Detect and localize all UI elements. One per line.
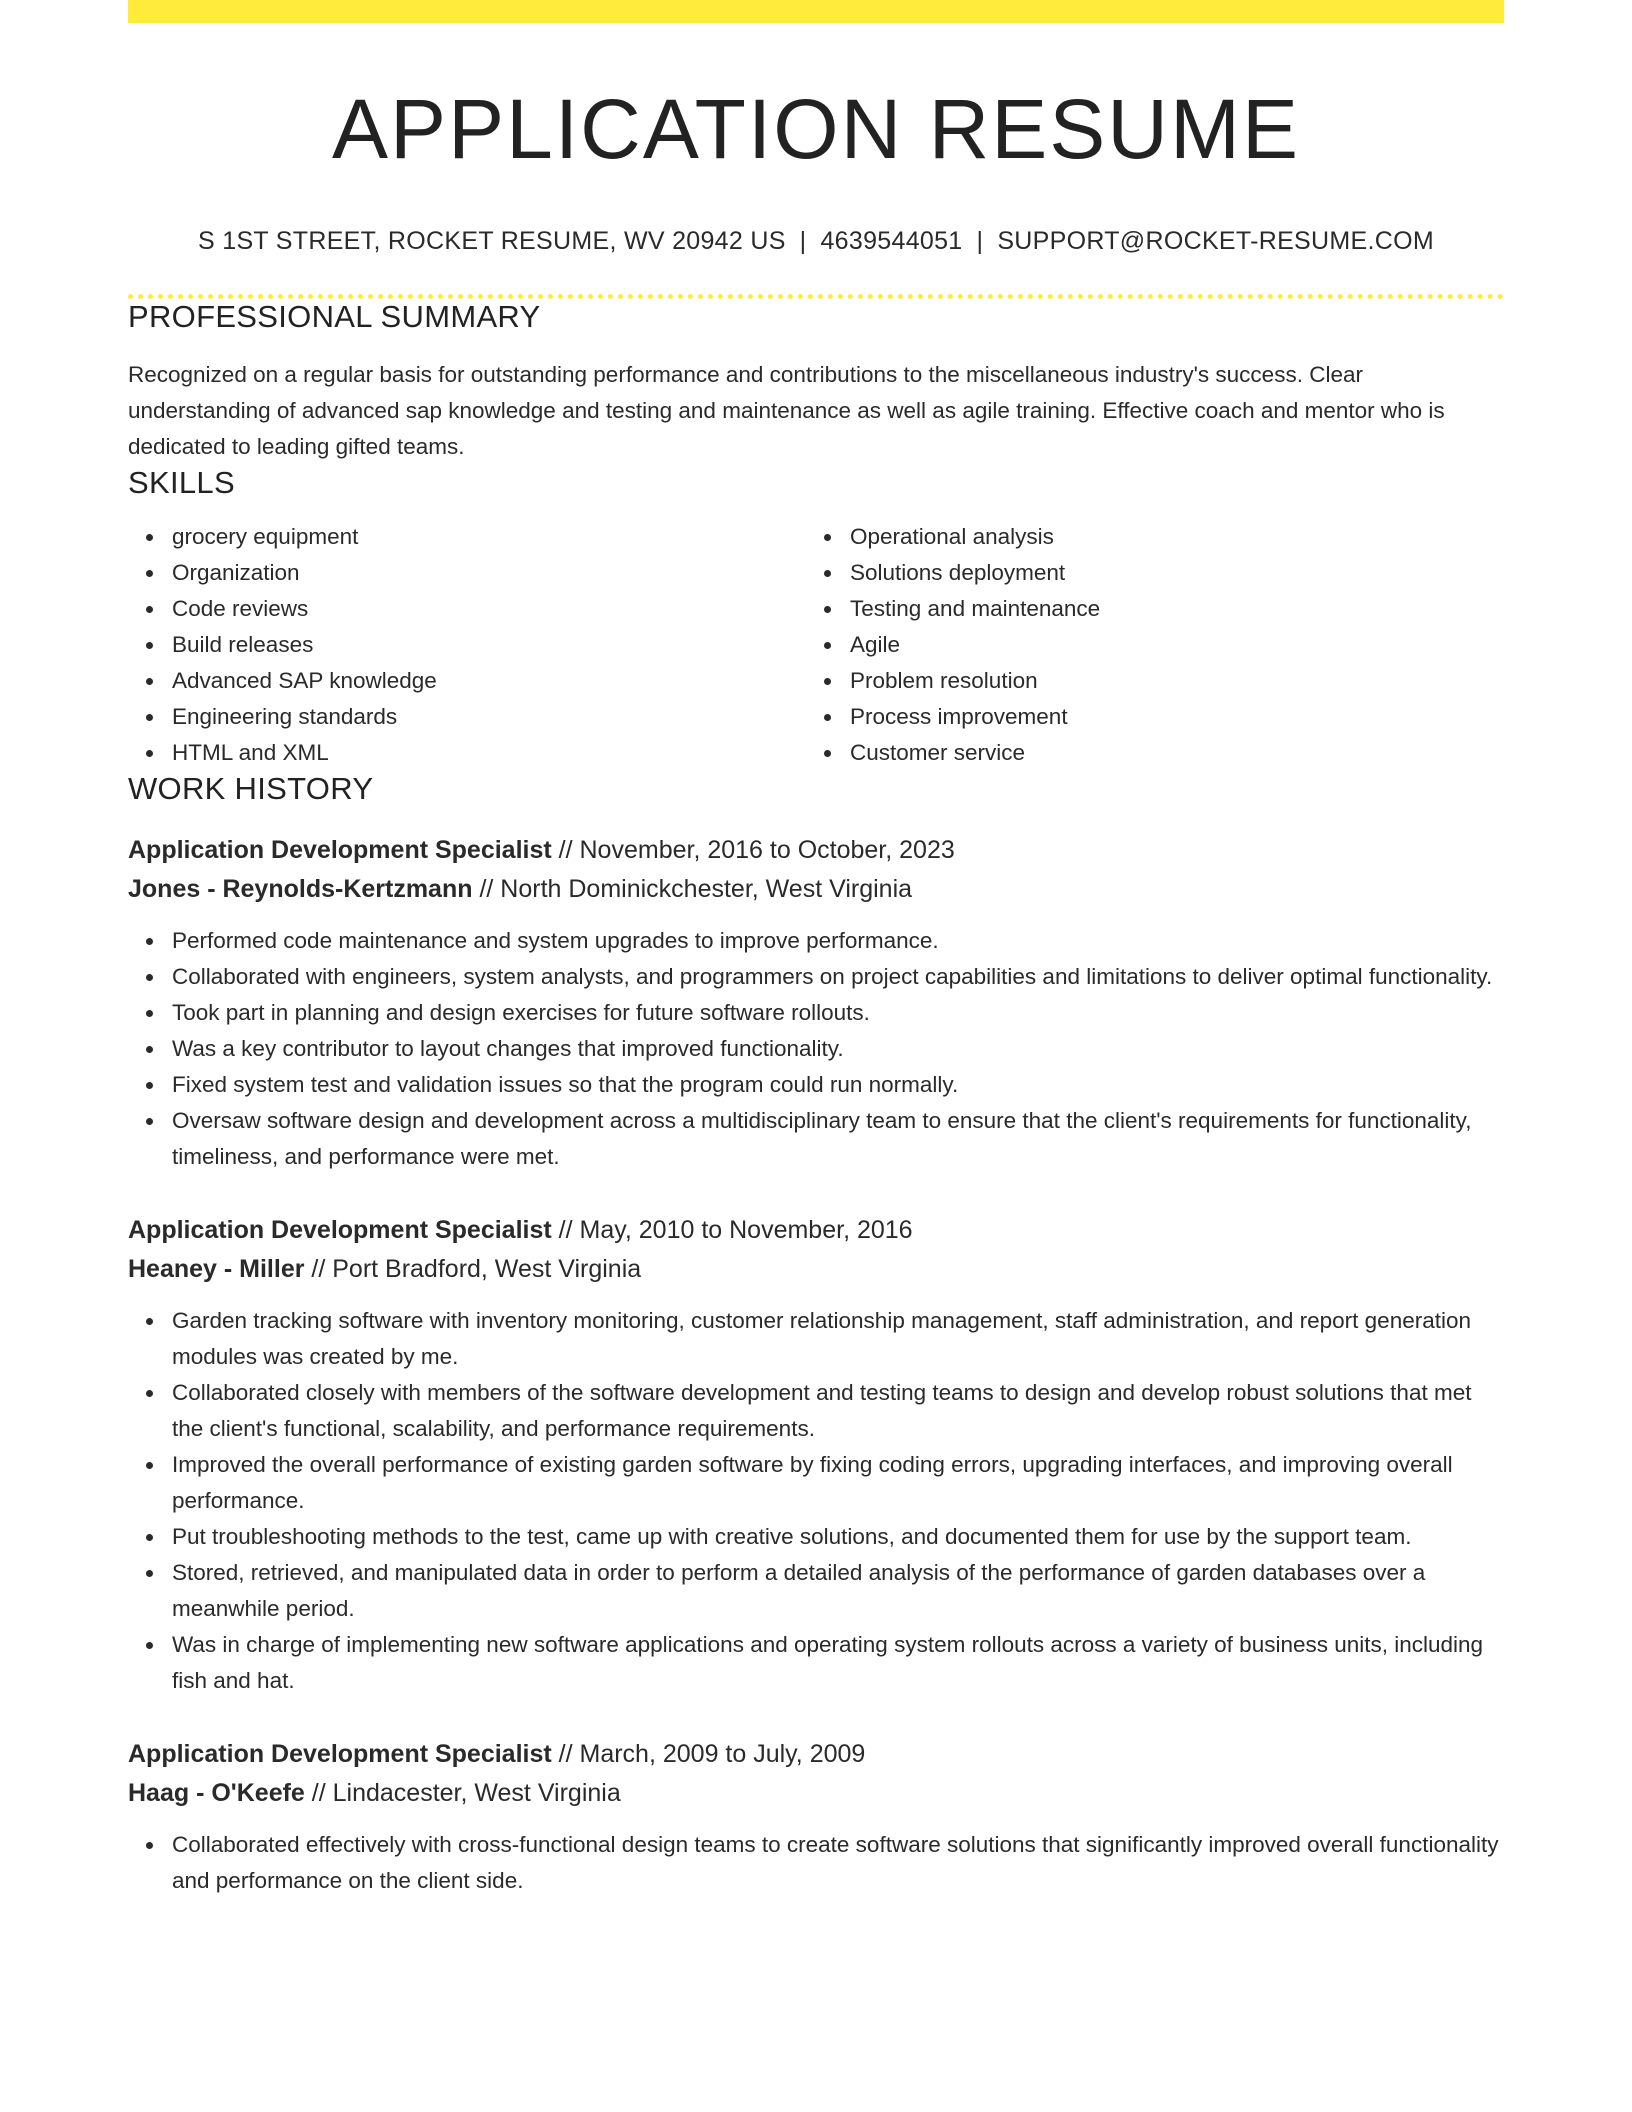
job-role: Application Development Specialist (128, 836, 552, 865)
skill-item: grocery equipment (128, 519, 806, 555)
job-location: // Port Bradford, West Virginia (304, 1255, 642, 1284)
job-role: Application Development Specialist (128, 1216, 552, 1245)
job-bullet: Was a key contributor to layout changes that improved functionality. (128, 1031, 1504, 1067)
skill-item: HTML and XML (128, 735, 806, 771)
skill-item: Organization (128, 555, 806, 591)
job-bullet: Put troubleshooting methods to the test, came up with creative solutions, and documented them for use by the support team. (128, 1519, 1504, 1555)
skill-item: Problem resolution (806, 663, 1484, 699)
job-bullet: Fixed system test and validation issues so that the program could run normally. (128, 1067, 1504, 1103)
job-company: Jones - Reynolds-Kertzmann (128, 875, 473, 904)
skill-item: Advanced SAP knowledge (128, 663, 806, 699)
work-history-heading: WORK HISTORY (128, 771, 374, 807)
job-bullet: Garden tracking software with inventory monitoring, customer relationship management, staff administration, and report generation modules was created by me. (128, 1303, 1504, 1375)
job-company-line (128, 870, 1504, 909)
skill-item: Operational analysis (806, 519, 1484, 555)
job-bullets (128, 1827, 1504, 1899)
skills-heading: SKILLS (128, 465, 235, 501)
contact-line (128, 227, 1504, 256)
job-role-line (128, 1211, 1504, 1250)
job-dates: // May, 2010 to November, 2016 (551, 1216, 913, 1245)
skill-item: Build releases (128, 627, 806, 663)
job-role-line (128, 831, 1504, 870)
job-bullets (128, 1303, 1504, 1699)
job-company: Heaney - Miller (128, 1255, 305, 1284)
job-bullet: Took part in planning and design exercises for future software rollouts. (128, 995, 1504, 1031)
job-company-line (128, 1774, 1504, 1813)
job-entry (128, 1211, 1504, 1699)
skills-grid (128, 519, 1504, 771)
contact-email: SUPPORT@ROCKET-RESUME.COM (997, 227, 1434, 256)
job-bullet: Collaborated closely with members of the software development and testing teams to design and develop robust solutions that met the client's functional, scalability, and performance requirements. (128, 1375, 1504, 1447)
top-accent-bar (128, 0, 1504, 23)
skill-item: Agile (806, 627, 1484, 663)
job-bullet: Stored, retrieved, and manipulated data in order to perform a detailed analysis of the performance of garden databases over a meanwhile period. (128, 1555, 1504, 1627)
summary-text: Recognized on a regular basis for outstanding performance and contributions to the miscellaneous industry's success. Clear understanding of advanced sap knowledge and testing and maintenance as well as agile training. Effective coach and mentor who is dedicated to leading gifted teams. (128, 362, 1445, 460)
job-entry (128, 1735, 1504, 1899)
job-bullets (128, 923, 1504, 1175)
job-entry (128, 831, 1504, 1175)
job-bullet: Improved the overall performance of existing garden software by fixing coding errors, upgrading interfaces, and improving overall performance. (128, 1447, 1504, 1519)
resume-page (128, 0, 1504, 1899)
job-role: Application Development Specialist (128, 1740, 552, 1769)
job-company-line (128, 1250, 1504, 1289)
skill-item: Customer service (806, 735, 1484, 771)
skill-item: Testing and maintenance (806, 591, 1484, 627)
contact-phone: 4639544051 (820, 227, 963, 256)
contact-address: S 1ST STREET, ROCKET RESUME, WV 20942 US (198, 227, 786, 256)
summary-heading: PROFESSIONAL SUMMARY (128, 299, 541, 335)
job-location: // Lindacester, West Virginia (304, 1779, 621, 1808)
job-location: // North Dominickchester, West Virginia (472, 875, 913, 904)
job-dates: // November, 2016 to October, 2023 (551, 836, 955, 865)
job-bullet: Oversaw software design and development across a multidisciplinary team to ensure that the client's requirements for functionality, timeliness, and performance were met. (128, 1103, 1504, 1175)
job-bullet: Collaborated with engineers, system analysts, and programmers on project capabilities and limitations to deliver optimal functionality. (128, 959, 1504, 995)
job-bullet: Performed code maintenance and system upgrades to improve performance. (128, 923, 1504, 959)
job-dates: // March, 2009 to July, 2009 (551, 1740, 866, 1769)
job-role-line (128, 1735, 1504, 1774)
job-company: Haag - O'Keefe (128, 1779, 305, 1808)
skill-item: Engineering standards (128, 699, 806, 735)
skill-item: Process improvement (806, 699, 1484, 735)
job-bullet: Collaborated effectively with cross-functional design teams to create software solutions that significantly improved overall functionality and performance on the client side. (128, 1827, 1504, 1899)
job-bullet: Was in charge of implementing new software applications and operating system rollouts across a variety of business units, including fish and hat. (128, 1627, 1504, 1699)
skills-column-right (806, 519, 1484, 771)
skill-item: Code reviews (128, 591, 806, 627)
contact-separator: | (799, 227, 807, 256)
skills-column-left (128, 519, 806, 771)
resume-name: APPLICATION RESUME (332, 82, 1300, 176)
skill-item: Solutions deployment (806, 555, 1484, 591)
contact-separator: | (976, 227, 984, 256)
